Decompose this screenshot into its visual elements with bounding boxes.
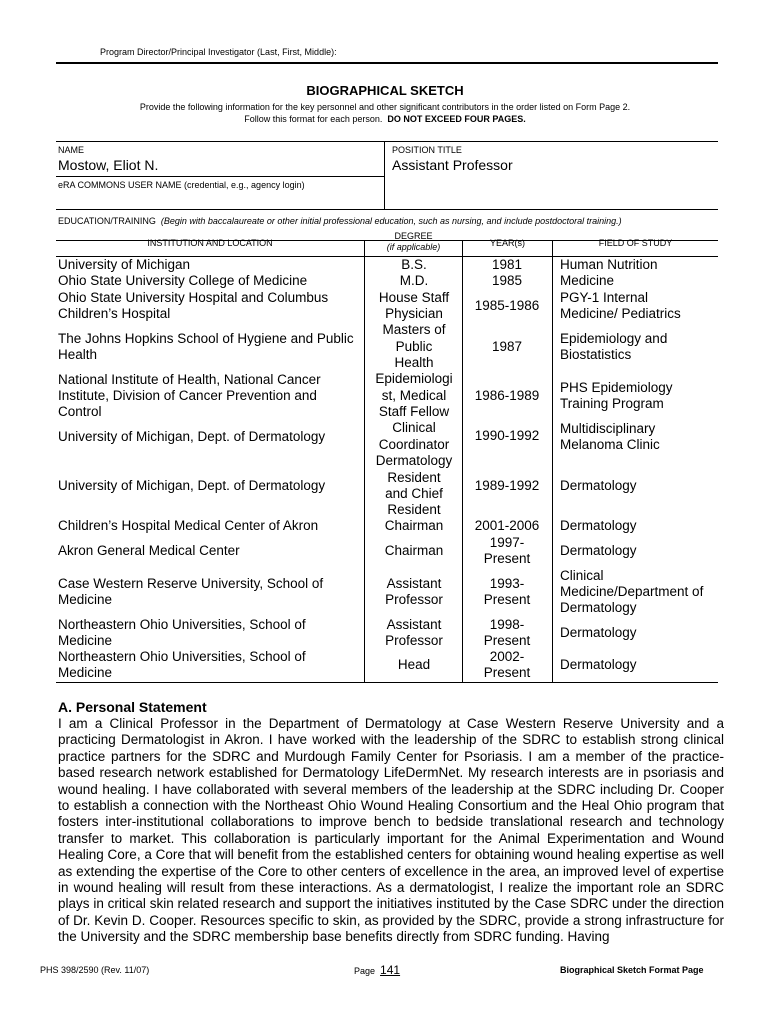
field-line: Epidemiology and bbox=[560, 331, 668, 346]
field-line: Training Program bbox=[560, 396, 664, 411]
column-divider-field bbox=[552, 240, 553, 682]
degree-line: Masters of bbox=[382, 322, 446, 337]
degree-line: Coordinator bbox=[378, 437, 450, 452]
position-value: Assistant Professor bbox=[392, 157, 513, 173]
position-label: POSITION TITLE bbox=[392, 145, 462, 155]
institution-line: Children’s Hospital bbox=[58, 306, 171, 321]
institution-line: Akron General Medical Center bbox=[58, 543, 240, 558]
degree-line: Assistant bbox=[386, 617, 442, 632]
institution-line: Northeastern Ohio Universities, School of bbox=[58, 617, 306, 632]
education-table-bottom-rule bbox=[56, 682, 718, 683]
column-header-degree bbox=[365, 231, 462, 253]
field-line: Medicine/ Pediatrics bbox=[560, 306, 681, 321]
year-line: 1998- bbox=[489, 617, 525, 632]
field-line: Dermatology bbox=[560, 625, 637, 640]
personal-statement-text: I am a Clinical Professor in the Department of Dermatology at Case Western Reserve University and a practicing Dermatologist in Akron. I have worked with the leadership of the SDRC to establish strong clinical practice partners for the SDRC and Murdough Family Center for Psoriasis. I am a member of the practice-based research network established for Dermatology LifeDermNet. My research interests are in psoriasis and wound healing. I have collaborated with several members of the leadership at the SDRC including Dr. Cooper to establish a connection with the Northeast Ohio Wound Healing Consortium and the Heal Ohio program that fosters inter-institutional collaborations to improve bench to bedside translational research and technology transfer to market. This collaboration is particularly important for the Animal Experimentation and Wound Healing Core, a Core that will benefit from the established centers for obtaining wound healing expertise as well as extending the expertise of the Core to other centers of excellence in the area, an improved level of expertise in wound healing will result from these interactions. As a dermatologist, I realize the important role an SDRC plays in critical skin related research and support the initiatives instituted by the Case SDRC under the direction of Dr. Kevin D. Cooper. Resources specific to skin, as provided by the SDRC, provide a strong infrastructure for the University and the SDRC membership base benefits directly from SDRC funding. Having bbox=[58, 716, 724, 945]
field-line: Clinical bbox=[560, 568, 604, 583]
footer-page-number: 141 bbox=[380, 963, 401, 977]
year-line: 1985 bbox=[491, 273, 523, 288]
year-line: 1997- bbox=[489, 535, 525, 550]
field-line: Biostatistics bbox=[560, 347, 632, 362]
column-header-field: FIELD OF STUDY bbox=[598, 238, 673, 248]
field-line: Dermatology bbox=[560, 543, 637, 558]
degree-line: House Staff bbox=[378, 290, 450, 305]
education-heading-prefix: EDUCATION/TRAINING bbox=[58, 216, 156, 226]
pd-name-label: Program Director/Principal Investigator (Last, First, Middle): bbox=[100, 47, 337, 57]
instruction-line-2 bbox=[0, 113, 770, 125]
year-line: Present bbox=[483, 633, 531, 648]
degree-line: B.S. bbox=[401, 257, 427, 272]
field-line: Multidisciplinary bbox=[560, 421, 656, 436]
institution-line: Children’s Hospital Medical Center of Akron bbox=[58, 518, 319, 533]
degree-line: Health bbox=[394, 355, 434, 370]
field-line: Human Nutrition bbox=[560, 257, 658, 272]
institution-line: The Johns Hopkins School of Hygiene and Public bbox=[58, 331, 354, 346]
institution-line: University of Michigan, Dept. of Dermatology bbox=[58, 429, 326, 444]
degree-line: Epidemiologi bbox=[375, 371, 453, 386]
footer-page bbox=[354, 963, 400, 977]
footer-form-id: PHS 398/2590 (Rev. 11/07) bbox=[40, 965, 150, 975]
degree-line: Clinical bbox=[392, 420, 436, 435]
field-line: Medicine bbox=[560, 273, 615, 288]
year-line: 1990-1992 bbox=[474, 428, 540, 443]
institution-line: University of Michigan bbox=[58, 257, 191, 272]
institution-line: University of Michigan, Dept. of Dermatology bbox=[58, 478, 326, 493]
column-header-degree-note: (if applicable) bbox=[386, 242, 441, 252]
degree-line: and Chief bbox=[385, 486, 443, 501]
column-divider-degree bbox=[364, 240, 365, 682]
year-line: Present bbox=[483, 665, 531, 680]
name-box-divider bbox=[384, 141, 385, 209]
name-value: Mostow, Eliot N. bbox=[58, 157, 159, 173]
year-line: 2002- bbox=[489, 649, 525, 664]
degree-line: Physician bbox=[385, 306, 443, 321]
era-rule bbox=[56, 176, 384, 177]
year-line: 1993- bbox=[489, 576, 525, 591]
field-line: Dermatology bbox=[560, 478, 637, 493]
instruction-line-2-prefix: Follow this format for each person. bbox=[244, 114, 383, 124]
era-label: eRA COMMONS USER NAME (credential, e.g., agency login) bbox=[58, 180, 305, 190]
footer-page-label: Page bbox=[354, 966, 376, 976]
institution-line: Control bbox=[58, 404, 102, 419]
field-line: Dermatology bbox=[560, 600, 637, 615]
education-heading bbox=[58, 216, 622, 226]
year-line: Present bbox=[483, 551, 531, 566]
degree-line: Assistant bbox=[386, 576, 442, 591]
name-box-top-rule bbox=[56, 141, 718, 142]
institution-line: Ohio State University Hospital and Columbus bbox=[58, 290, 329, 305]
name-label: NAME bbox=[58, 145, 85, 155]
degree-line: Chairman bbox=[384, 543, 444, 558]
institution-line: Ohio State University College of Medicine bbox=[58, 273, 308, 288]
institution-line: National Institute of Health, National Cancer bbox=[58, 372, 321, 387]
instruction-line-2-emphasis: DO NOT EXCEED FOUR PAGES. bbox=[387, 114, 526, 124]
institution-line: Case Western Reserve University, School of bbox=[58, 576, 324, 591]
degree-line: Head bbox=[397, 657, 431, 672]
institution-line: Medicine bbox=[58, 592, 113, 607]
year-line: 1989-1992 bbox=[474, 478, 540, 493]
year-line: 1987 bbox=[491, 339, 523, 354]
institution-line: Medicine bbox=[58, 633, 113, 648]
page-title: BIOGRAPHICAL SKETCH bbox=[306, 83, 464, 98]
degree-line: Dermatology bbox=[375, 453, 453, 468]
year-line: 1985-1986 bbox=[474, 298, 540, 313]
personal-statement-heading: A. Personal Statement bbox=[58, 699, 207, 715]
degree-line: Resident bbox=[387, 470, 441, 485]
column-header-years: YEAR(s) bbox=[489, 238, 525, 248]
institution-line: Health bbox=[58, 347, 98, 362]
degree-line: Professor bbox=[385, 633, 443, 648]
institution-line: Medicine bbox=[58, 665, 113, 680]
degree-line: st, Medical bbox=[381, 388, 447, 403]
degree-line: Staff Fellow bbox=[378, 404, 450, 419]
degree-line: Chairman bbox=[384, 518, 444, 533]
column-header-degree-label: DEGREE bbox=[394, 231, 433, 241]
instructions bbox=[0, 101, 770, 125]
year-line: 1986-1989 bbox=[474, 388, 540, 403]
column-header-institution: INSTITUTION AND LOCATION bbox=[147, 238, 273, 248]
field-line: Dermatology bbox=[560, 518, 637, 533]
field-line: PHS Epidemiology bbox=[560, 380, 673, 395]
year-line: 2001-2006 bbox=[474, 518, 540, 533]
instruction-line-1: Provide the following information for the key personnel and other significant contributors in the order listed on Form Page 2. bbox=[139, 102, 631, 112]
institution-line: Institute, Division of Cancer Prevention and bbox=[58, 388, 317, 403]
degree-line: Professor bbox=[385, 592, 443, 607]
degree-line: Resident bbox=[387, 502, 441, 517]
pd-name-line bbox=[56, 62, 718, 64]
field-line: Dermatology bbox=[560, 657, 637, 672]
name-box-bottom-rule bbox=[56, 209, 718, 210]
year-line: Present bbox=[483, 592, 531, 607]
field-line: Melanoma Clinic bbox=[560, 437, 660, 452]
year-line: 1981 bbox=[491, 257, 523, 272]
institution-line: Northeastern Ohio Universities, School of bbox=[58, 649, 306, 664]
footer-format-label: Biographical Sketch Format Page bbox=[560, 965, 704, 975]
degree-line: Public bbox=[395, 339, 433, 354]
degree-line: M.D. bbox=[399, 273, 429, 288]
field-line: Medicine/Department of bbox=[560, 584, 704, 599]
field-line: PGY-1 Internal bbox=[560, 290, 649, 305]
education-heading-note: (Begin with baccalaureate or other initial professional education, such as nursing, and include postdoctoral training.) bbox=[160, 216, 622, 226]
